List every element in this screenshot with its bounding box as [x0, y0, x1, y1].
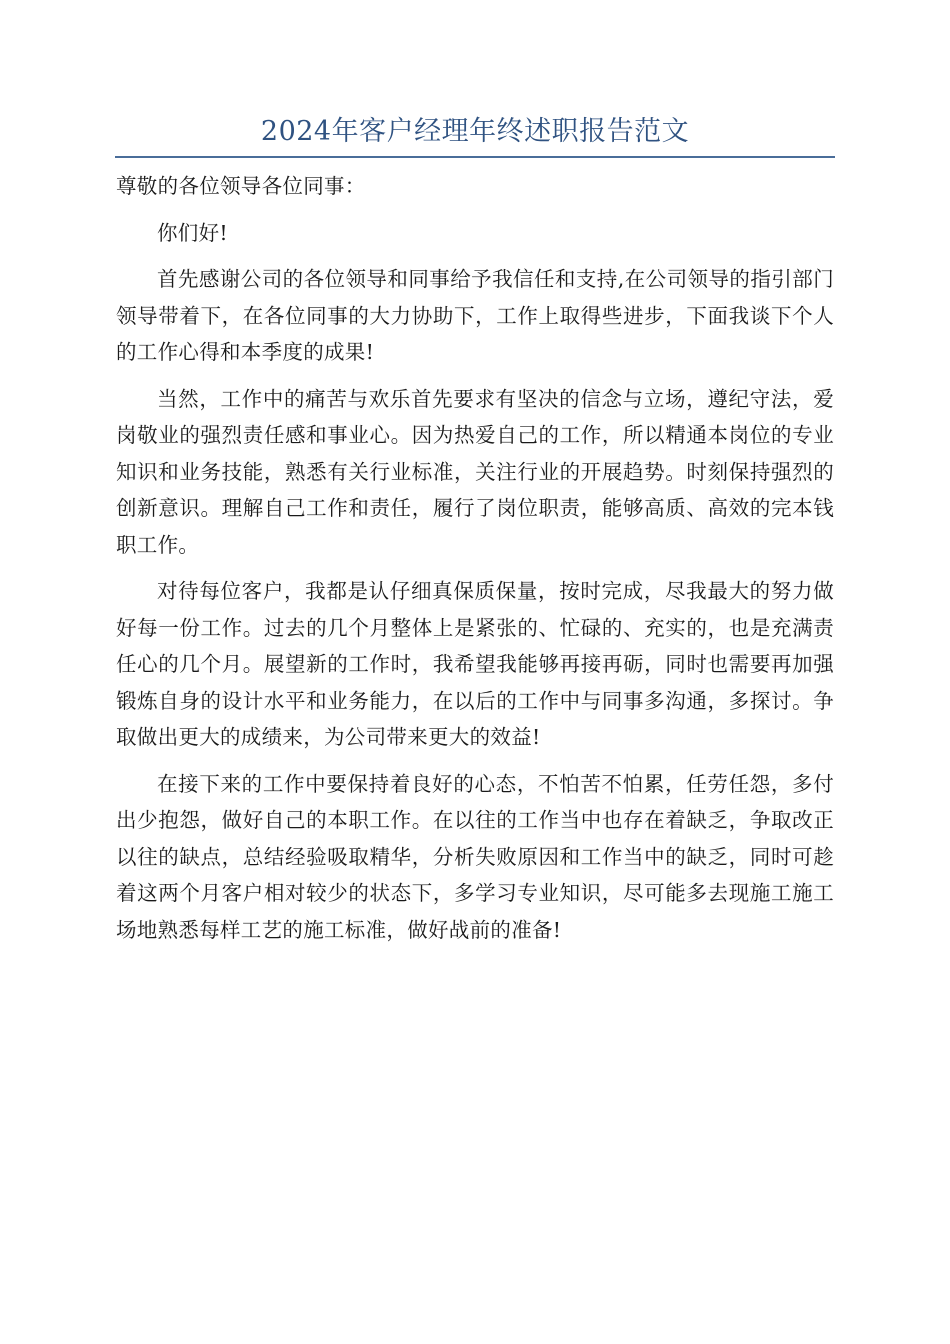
salutation: 尊敬的各位领导各位同事： — [116, 174, 366, 198]
paragraph-greeting: 你们好! — [157, 220, 228, 245]
paragraph-attitude: 当然，工作中的痛苦与欢乐首先要求有坚决的信念与立场，遵纪守法，爱岗敬业的强烈责任感和事业心。因为热爱自己的工作，所以精通本岗位的专业知识和业务技能，熟悉有关行业标准，关注行业的开展趋势。时刻保持强烈的创新意识。理解自己工作和责任，履行了岗位职责，能够高质、高效的完本钱职工作。 — [116, 386, 834, 557]
title-block — [115, 112, 835, 158]
document-title: 2024年客户经理年终述职报告范文 — [260, 116, 690, 147]
paragraph-clients: 对待每位客户，我都是认仔细真保质保量，按时完成，尽我最大的努力做好每一份工作。过去的几个月整体上是紧张的、忙碌的、充实的，也是充满责任心的几个月。展望新的工作时，我希望我能够再接再砺，同时也需要再加强锻炼自身的设计水平和业务能力，在以后的工作中与同事多沟通，多探讨。争取做出更大的成绩来，为公司带来更大的效益! — [116, 579, 834, 749]
paragraph-thanks: 首先感谢公司的各位领导和同事给予我信任和支持,在公司领导的指引部门领导带着下，在各位同事的大力协助下，工作上取得些进步，下面我谈下个人的工作心得和本季度的成果! — [116, 267, 834, 364]
paragraph-plans: 在接下来的工作中要保持着良好的心态，不怕苦不怕累，任劳任怨，多付出少抱怨，做好自己的本职工作。在以往的工作当中也存在着缺乏，争取改正以往的缺点，总结经验吸取精华，分析失败原因和工作当中的缺乏，同时可趁着这两个月客户相对较少的状态下，多学习专业知识，尽可能多去现施工施工场地熟悉每样工艺的施工标准，做好战前的准备! — [116, 771, 834, 942]
document-body — [116, 168, 834, 958]
